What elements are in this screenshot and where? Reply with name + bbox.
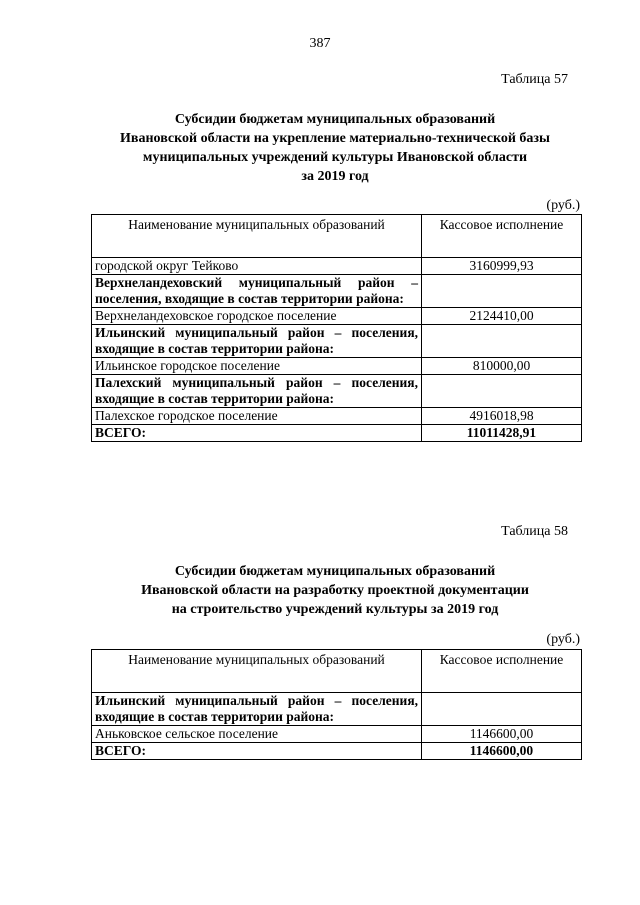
table-row <box>92 408 582 425</box>
table-57-title-line: Субсидии бюджетам муниципальных образований <box>174 112 496 127</box>
table-total-row <box>92 425 582 442</box>
row-name: Верхнеландеховский муниципальный район – поселения, входящие в состав территории района: <box>92 275 422 308</box>
row-name: Ильинский муниципальный район – поселения, входящие в состав территории района: <box>92 325 422 358</box>
table-57-title-line: муниципальных учреждений культуры Ивановской области <box>142 150 528 165</box>
total-label: ВСЕГО: <box>92 425 422 442</box>
table-row <box>92 726 582 743</box>
column-header-value: Кассовое исполнение <box>422 650 582 693</box>
row-value <box>422 275 582 308</box>
row-name: Ильинский муниципальный район – поселения, входящие в состав территории района: <box>92 693 422 726</box>
total-value: 11011428,91 <box>422 425 582 442</box>
table-57-title-line: Ивановской области на укрепление материально-технической базы <box>120 131 550 146</box>
table-58-title-line: Ивановской области на разработку проектной документации <box>141 583 529 598</box>
row-value: 810000,00 <box>422 358 582 375</box>
page-number: 387 <box>309 36 331 51</box>
table-header-row <box>92 215 582 258</box>
table-58-title-line: на строительство учреждений культуры за 2019 год <box>171 602 499 617</box>
table-row-group <box>92 325 582 358</box>
column-header-name: Наименование муниципальных образований <box>92 650 422 693</box>
table-58-label: Таблица 58 <box>501 524 568 539</box>
table-57-title-line: за 2019 год <box>301 169 369 184</box>
table-58-unit: (руб.) <box>546 632 580 647</box>
row-value: 4916018,98 <box>422 408 582 425</box>
total-label: ВСЕГО: <box>92 743 422 760</box>
table-row <box>92 308 582 325</box>
row-value <box>422 693 582 726</box>
row-name: городской округ Тейково <box>92 258 422 275</box>
column-header-name: Наименование муниципальных образований <box>92 215 422 258</box>
row-value: 1146600,00 <box>422 726 582 743</box>
row-value <box>422 325 582 358</box>
column-header-value: Кассовое исполнение <box>422 215 582 258</box>
table-57 <box>91 214 582 442</box>
table-58 <box>91 649 582 760</box>
table-58-title <box>90 562 580 619</box>
table-57-title <box>90 110 580 186</box>
row-name: Палехское городское поселение <box>92 408 422 425</box>
table-58-title-line: Субсидии бюджетам муниципальных образований <box>174 564 496 579</box>
total-value: 1146600,00 <box>422 743 582 760</box>
row-name: Аньковское сельское поселение <box>92 726 422 743</box>
table-57-unit: (руб.) <box>546 198 580 213</box>
row-value: 2124410,00 <box>422 308 582 325</box>
row-value: 3160999,93 <box>422 258 582 275</box>
row-name: Палехский муниципальный район – поселения, входящие в состав территории района: <box>92 375 422 408</box>
table-57-label: Таблица 57 <box>501 72 568 87</box>
table-row <box>92 358 582 375</box>
table-row <box>92 258 582 275</box>
row-value <box>422 375 582 408</box>
row-name: Верхнеландеховское городское поселение <box>92 308 422 325</box>
table-row-group <box>92 275 582 308</box>
table-total-row <box>92 743 582 760</box>
row-name: Ильинское городское поселение <box>92 358 422 375</box>
table-row-group <box>92 375 582 408</box>
table-header-row <box>92 650 582 693</box>
table-row-group <box>92 693 582 726</box>
